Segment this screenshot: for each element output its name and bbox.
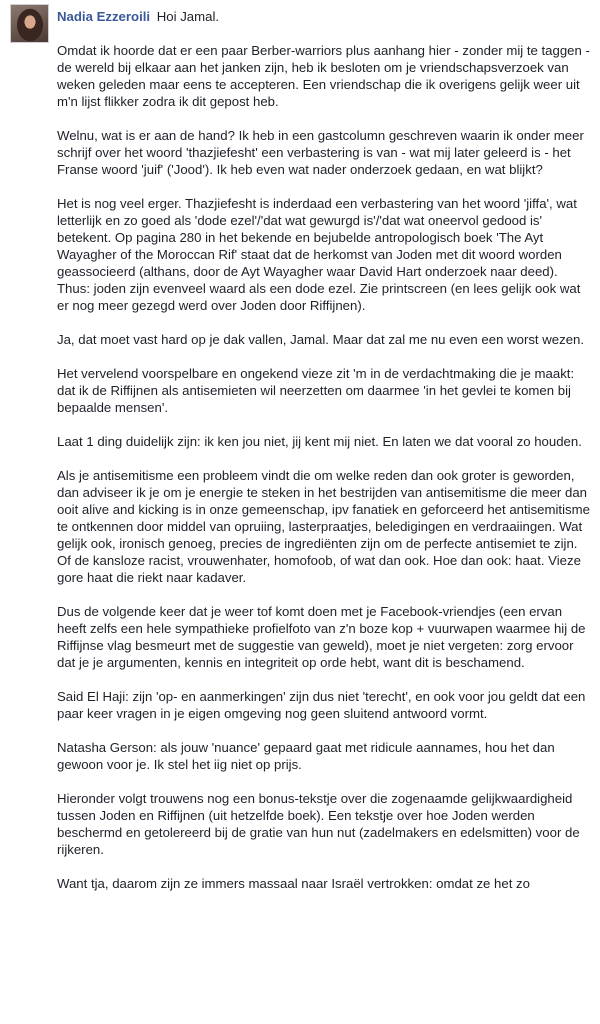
post-paragraph: Hieronder volgt trouwens nog een bonus-tekstje over die zogenaamde gelijkwaardigheid tussen Joden en Riffijnen (uit hetzelfde boek). Een tekstje over hoe Joden werden beschermd en getolereerd bij de gratie van hun nut (zadelmakers en edelsmitten) voor de rijkeren. [57, 791, 580, 857]
post-content [57, 8, 591, 909]
post-paragraph: Als je antisemitisme een probleem vindt die om welke reden dan ook groter is geworden, dan adviseer ik je om je energie te steken in het bestrijden van antisemitisme die meer dan ooit alive and kicking is in onze gemeenschap, ipv fanatiek en geforceerd het antisemitisme te ontkennen door middel van opruiing, lasterpraatjes, beledigingen en verdraaiingen. Wat gelijk ook, ironisch genoeg, precies de ingrediënten zijn om de perfecte antisemiet te zijn. Of de kansloze racist, vrouwenhater, homofoob, of wat dan ook. Hoe dan ook: haat. Vieze gore haat die riekt naar kadaver. [57, 468, 590, 585]
post-header [57, 8, 591, 25]
author-avatar[interactable] [10, 4, 49, 43]
post-paragraph: Said El Haji: zijn 'op- en aanmerkingen' zijn dus niet 'terecht', en ook voor jou geldt dat een paar keer vragen in je eigen omgeving nog geen sluitend antwoord vormt. [57, 689, 586, 721]
post-greeting: Hoi Jamal. [156, 9, 220, 24]
post-paragraph: Het is nog veel erger. Thazjiefesht is inderdaad een verbastering van het woord 'jiffa', wat letterlijk en zo goed als 'dode ezel'/'dat wat gewurgd is'/'dat wat oneervol gedood is' betekent. Op pagina 280 in het bekende en bejubelde antropologisch boek 'The Ayt Wayagher of the Moroccan Rif' staat dat de herkomst van Joden met dit woord worden geassocieerd (althans, door de Ayt Wayagher waar David Hart onderzoek naar deed). Thus: joden zijn evenveel waard als een dode ezel. Zie printscreen (en lees gelijk ook wat er nog meer gezegd werd over Joden door Riffijnen). [57, 196, 581, 313]
post-paragraph: Dus de volgende keer dat je weer tof komt doen met je Facebook-vriendjes (een ervan heeft zelfs een hele sympathieke profielfoto van z'n boze kop + vuurwapen waarmee hij de Riffijnse vlag besmeurt met de suggestie van geweld), moet je niet vergeten: zorg ervoor dat je je argumenten, kennis en integriteit op orde hebt, want dit is beschamend. [57, 604, 586, 670]
post-paragraph: Omdat ik hoorde dat er een paar Berber-warriors plus aanhang hier - zonder mij te taggen - de wereld bij elkaar aan het janken zijn, heb ik besloten om je vriendschapsverzoek van weken geleden maar eens te accepteren. Een vriendschap die ik overigens gelijk weer uit m'n lijst flikker zodra ik dit gepost heb. [57, 43, 590, 109]
post-paragraph: Laat 1 ding duidelijk zijn: ik ken jou niet, jij kent mij niet. En laten we dat vooral zo houden. [57, 434, 582, 449]
post-paragraph: Want tja, daarom zijn ze immers massaal naar Israël vertrokken: omdat ze het zo [57, 876, 530, 891]
post-paragraph: Ja, dat moet vast hard op je dak vallen, Jamal. Maar dat zal me nu even een worst wezen. [57, 332, 585, 347]
post-paragraph: Het vervelend voorspelbare en ongekend vieze zit 'm in de verdachtmaking die je maakt: dat ik de Riffijnen als antisemieten wil neerzetten om daarmee 'in het gevlei te komen bij bepaalde mensen'. [57, 366, 575, 415]
author-name-link[interactable]: Nadia Ezzeroili [57, 9, 151, 24]
post-paragraph: Welnu, wat is er aan de hand? Ik heb in een gastcolumn geschreven waarin ik onder meer schrijf over het woord 'thazjiefesht' een verbastering is van - wat mij later geleerd is - het Franse woord 'juif' ('Jood'). Ik heb even wat nader onderzoek gedaan, en wat blijkt? [57, 128, 584, 177]
post-paragraph: Natasha Gerson: als jouw 'nuance' gepaard gaat met ridicule aannames, hou het dan gewoon voor je. Ik stel het iig niet op prijs. [57, 740, 555, 772]
